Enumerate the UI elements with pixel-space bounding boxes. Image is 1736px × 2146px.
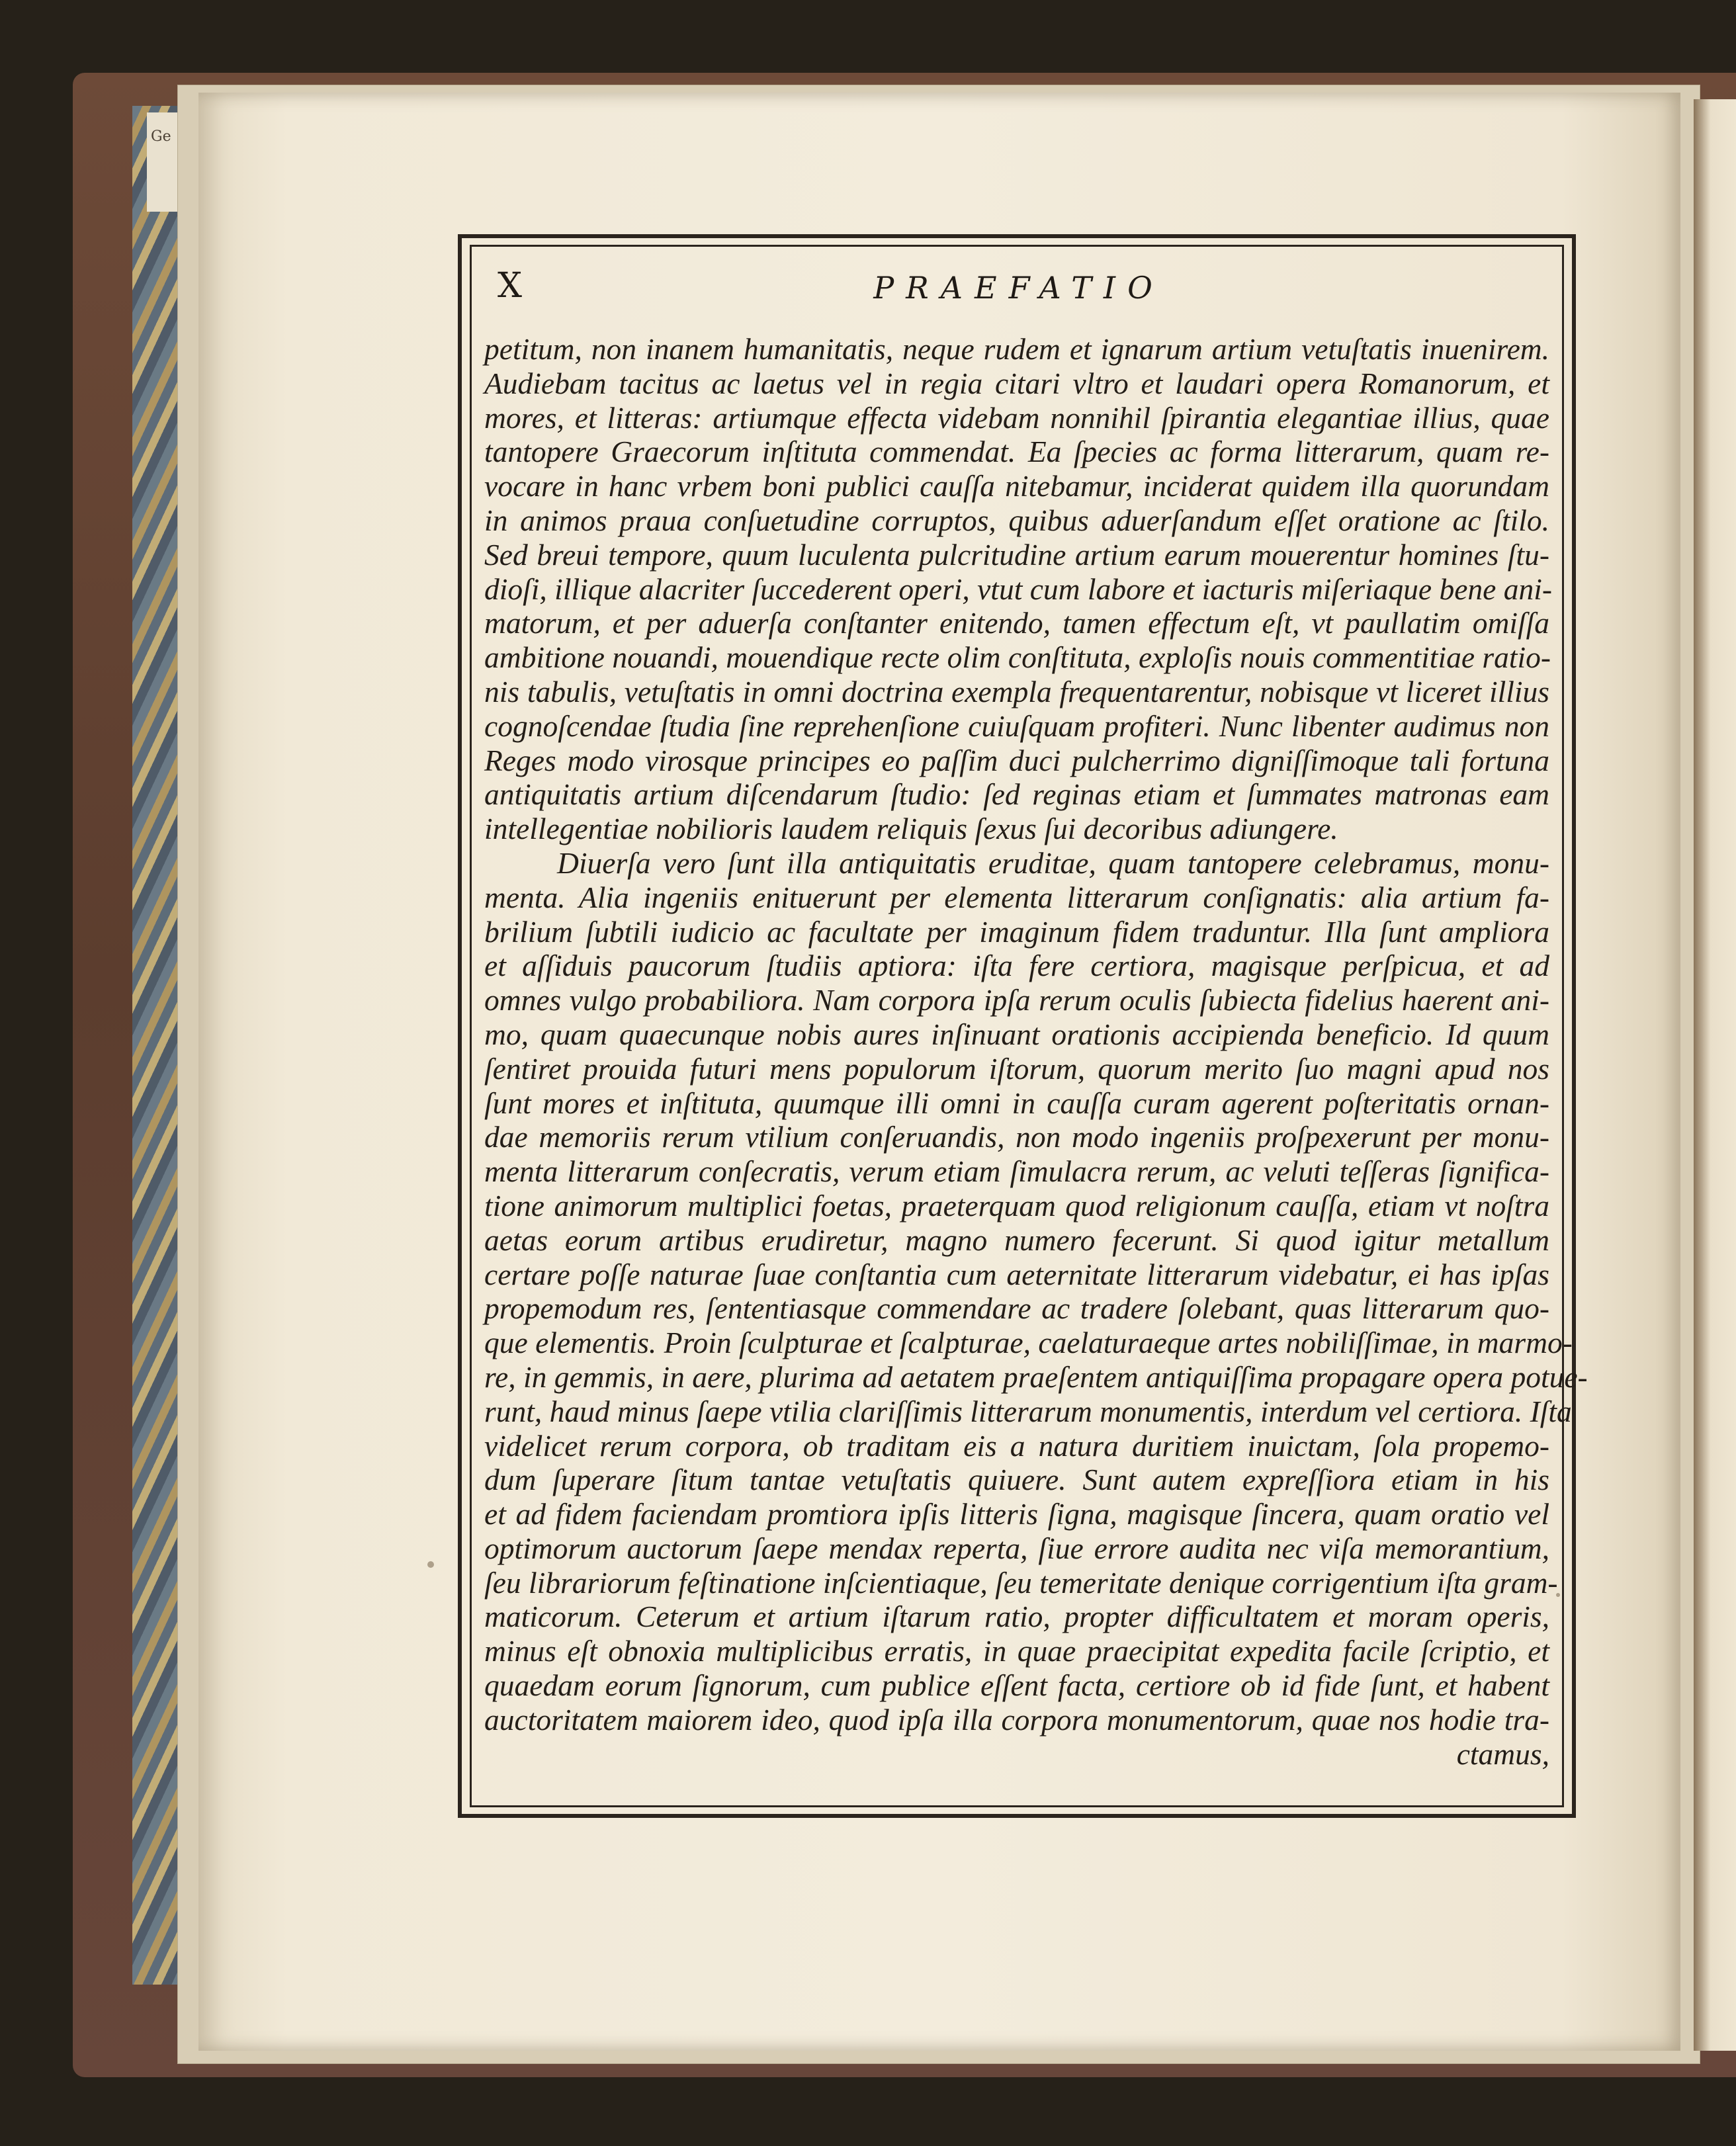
running-title: PRAEFATIO [873,270,1164,306]
text-line: mo, quam quaecunque nobis aures inſinuant orationis accipienda beneficio. Id quum [484,1017,1549,1051]
text-line: ſentiret prouida futuri mens populorum iſtorum, quorum merito ſuo magni apud nos [484,1051,1549,1086]
text-line: ctamus, [1456,1737,1549,1771]
margin-label: Ge [147,112,185,212]
text-line: dioſi, illique alacriter ſuccederent operi, vtut cum labore et iacturis miſeriaque bene ani- [484,572,1553,606]
text-line: nis tabulis, vetuſtatis in omni doctrina exempla frequentarentur, nobisque vt liceret illius [484,674,1549,708]
text-line: intellegentiae nobilioris laudem reliquis ſexus ſui decoribus adiungere. [484,812,1338,846]
text-line: ambitione nouandi, mouendique recte olim conſtituta, exploſis nouis commentitiae ratio- [484,640,1551,675]
text-line: Diuerſa vero ſunt illa antiquitatis eruditae, quam tantopere celebramus, monu- [557,845,1549,880]
text-line: maticorum. Ceterum et artium iſtarum ratio, propter difficultatem et moram operis, [484,1600,1549,1634]
text-line: ſeu librariorum feſtinatione inſcientiaque, ſeu temeritate denique corrigentium iſta gram- [484,1565,1558,1600]
text-line: menta litterarum conſecratis, verum etiam ſimulacra rerum, ac veluti teſſeras ſignifica- [484,1154,1549,1189]
text-line: et aſſiduis paucorum ſtudiis aptiora: iſta fere certiora, magisque perſpicua, et ad [484,949,1549,983]
text-line: in animos praua conſuetudine corruptos, quibus aduerſandum eſſet oratione ac ſtilo. [484,503,1549,537]
text-line: re, in gemmis, in aere, plurima ad aetatem praeſentem antiquiſſima propagare opera potue- [484,1359,1588,1394]
text-line: Audiebam tacitus ac laetus vel in regia citari vltro et laudari opera Romanorum, et [484,366,1549,400]
text-line: tione animorum multiplici foetas, praeterquam quod religionum cauſſa, etiam vt noſtra [484,1188,1549,1223]
text-line: quaedam eorum ſignorum, cum publice eſſent facta, certiore ob id fide ſunt, et habent [484,1668,1549,1703]
text-line: matorum, et per aduerſa conſtanter enitendo, tamen effectum eſt, vt paullatim omiſſa [484,606,1549,640]
text-line: cognoſcendae ſtudia ſine reprehenſione cuiuſquam profiteri. Nunc libenter audimus non [484,708,1549,743]
text-line: et ad fidem faciendam promtiora ipſis litteris ſigna, magisque ſincera, quam oratio vel [484,1497,1549,1531]
text-line: omnes vulgo probabiliora. Nam corpora ipſa rerum oculis ſubiecta fidelius haerent ani- [484,983,1549,1017]
text-line: optimorum auctorum ſaepe mendax reperta, ſiue errore audita nec viſa memorantium, [484,1531,1549,1565]
text-line: runt, haud minus ſaepe vtilia clariſſimis litterarum monumentis, interdum vel certiora. Iſta [484,1394,1572,1428]
text-line: brilium ſubtili iudicio ac facultate per imaginum fidem traduntur. Illa ſunt ampliora [484,914,1549,949]
facing-page-edge [1694,99,1736,2051]
text-line: auctoritatem maiorem ideo, quod ipſa illa corpora monumentorum, quae nos hodie tra- [484,1702,1549,1737]
text-line: Reges modo virosque principes eo paſſim duci pulcherrimo digniſſimoque tali fortuna [484,743,1549,777]
page-number: X [498,266,523,306]
text-line: vocare in hanc vrbem boni publici cauſſa nitebamur, inciderat quidem illa quorundam [484,469,1549,503]
text-line: ſunt mores et inſtituta, quumque illi omni in cauſſa curam agerent poſteritatis ornan- [484,1086,1549,1120]
text-line: que elementis. Proin ſculpturae et ſcalpturae, caelaturaeque artes nobiliſſimae, in marmo- [484,1326,1573,1360]
text-line: propemodum res, ſententiasque commendare ac tradere ſolebant, quas litterarum quo- [484,1291,1549,1326]
text-line: petitum, non inanem humanitatis, neque rudem et ignarum artium vetuſtatis inuenirem. [484,332,1549,366]
text-line: aetas eorum artibus erudiretur, magno numero fecerunt. Si quod igitur metallum [484,1223,1549,1257]
text-line: videlicet rerum corpora, ob traditam eis a natura duritiem inuictam, ſola propemo- [484,1428,1549,1463]
text-line: antiquitatis artium diſcendarum ſtudio: ſed reginas etiam et ſummates matronas eam [484,777,1549,812]
text-line: minus eſt obnoxia multiplicibus erratis, in quae praecipitat expedita facile ſcriptio, et [484,1634,1549,1668]
text-line: menta. Alia ingeniis enituerunt per elementa litterarum conſignatis: alia artium fa- [484,880,1549,914]
text-line: Sed breui tempore, quum luculenta pulcritudine artium earum mouerentur homines ſtu- [484,537,1549,572]
body-text [484,332,1588,1771]
text-line: dum ſuperare ſitum tantae vetuſtatis quiuere. Sunt autem expreſſiora etiam in his [484,1463,1549,1497]
text-line: certare poſſe naturae ſuae conſtantia cum aeternitate litterarum videbatur, ei has ipſas [484,1257,1549,1291]
foxing-spot [427,1561,434,1568]
text-line: tantopere Graecorum inſtituta commendat. Ea ſpecies ac forma litterarum, quam re- [484,435,1549,469]
text-line: dae memoriis rerum vtilium conſeruandis, non modo ingeniis proſpexerunt per monu- [484,1120,1549,1154]
text-line: mores, et litteras: artiumque effecta videbam nonnihil ſpirantia elegantiae illius, quae [484,400,1549,435]
